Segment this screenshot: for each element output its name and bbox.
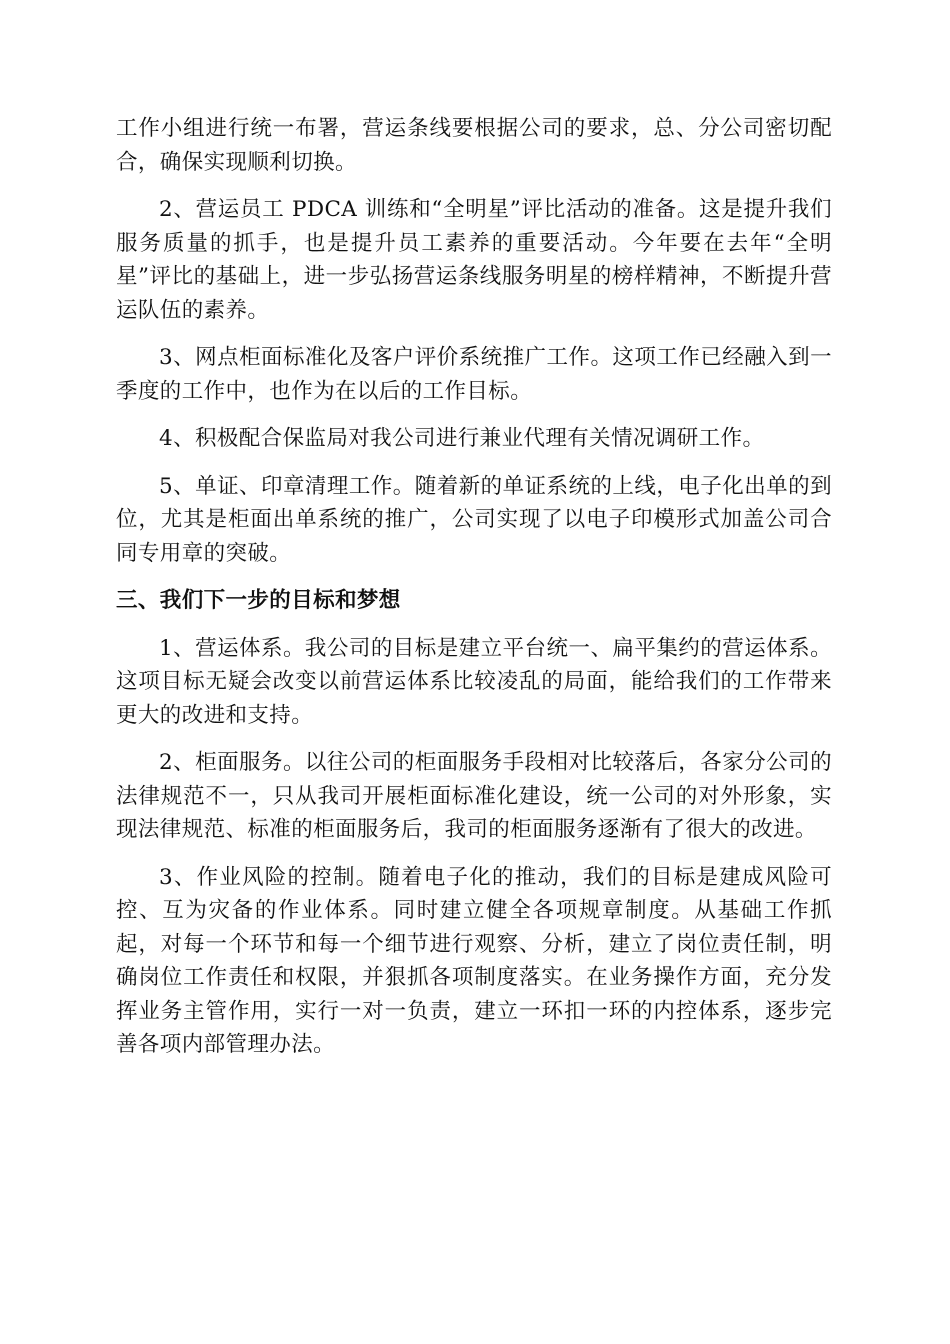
section-heading: 三、我们下一步的目标和梦想: [116, 588, 401, 613]
paragraph-item-3: 3、网点柜面标准化及客户评价系统推广工作。这项工作已经融入到一季度的工作中，也作为在以后的工作目标。: [116, 345, 832, 404]
paragraph-item-5: 5、单证、印章清理工作。随着新的单证系统的上线，电子化出单的到位，尤其是柜面出单系统的推广，公司实现了以电子印模形式加盖公司合同专用章的突破。: [116, 473, 832, 566]
goal-paragraph-3: 3、作业风险的控制。随着电子化的推动，我们的目标是建成风险可控、互为灾备的作业体系。同时建立健全各项规章制度。从基础工作抓起，对每一个环节和每一个细节进行观察、分析，建立了岗位责任制，明确岗位工作责任和权限，并狠抓各项制度落实。在业务操作方面，充分发挥业务主管作用，实行一对一负责，建立一环扣一环的内控体系，逐步完善各项内部管理办法。: [116, 864, 832, 1057]
continued-paragraph: 工作小组进行统一布署，营运条线要根据公司的要求，总、分公司密切配合，确保实现顺利切换。: [116, 116, 832, 175]
goal-paragraph-1: 1、营运体系。我公司的目标是建立平台统一、扁平集约的营运体系。这项目标无疑会改变以前营运体系比较凌乱的局面，能给我们的工作带来更大的改进和支持。: [116, 635, 832, 728]
paragraph-item-4: 4、积极配合保监局对我公司进行兼业代理有关情况调研工作。: [159, 426, 765, 451]
paragraph-item-2: 2、营运员工 PDCA 训练和“全明星”评比活动的准备。这是提升我们服务质量的抓手，也是提升员工素养的重要活动。今年要在去年“全明星”评比的基础上，进一步弘扬营运条线服务明星的榜样精神，不断提升营运队伍的素养。: [116, 197, 832, 323]
goal-paragraph-2: 2、柜面服务。以往公司的柜面服务手段相对比较落后，各家分公司的法律规范不一，只从我司开展柜面标准化建设，统一公司的对外形象，实现法律规范、标准的柜面服务后，我司的柜面服务逐渐有了很大的改进。: [116, 750, 832, 842]
document-page: [116, 112, 832, 1076]
